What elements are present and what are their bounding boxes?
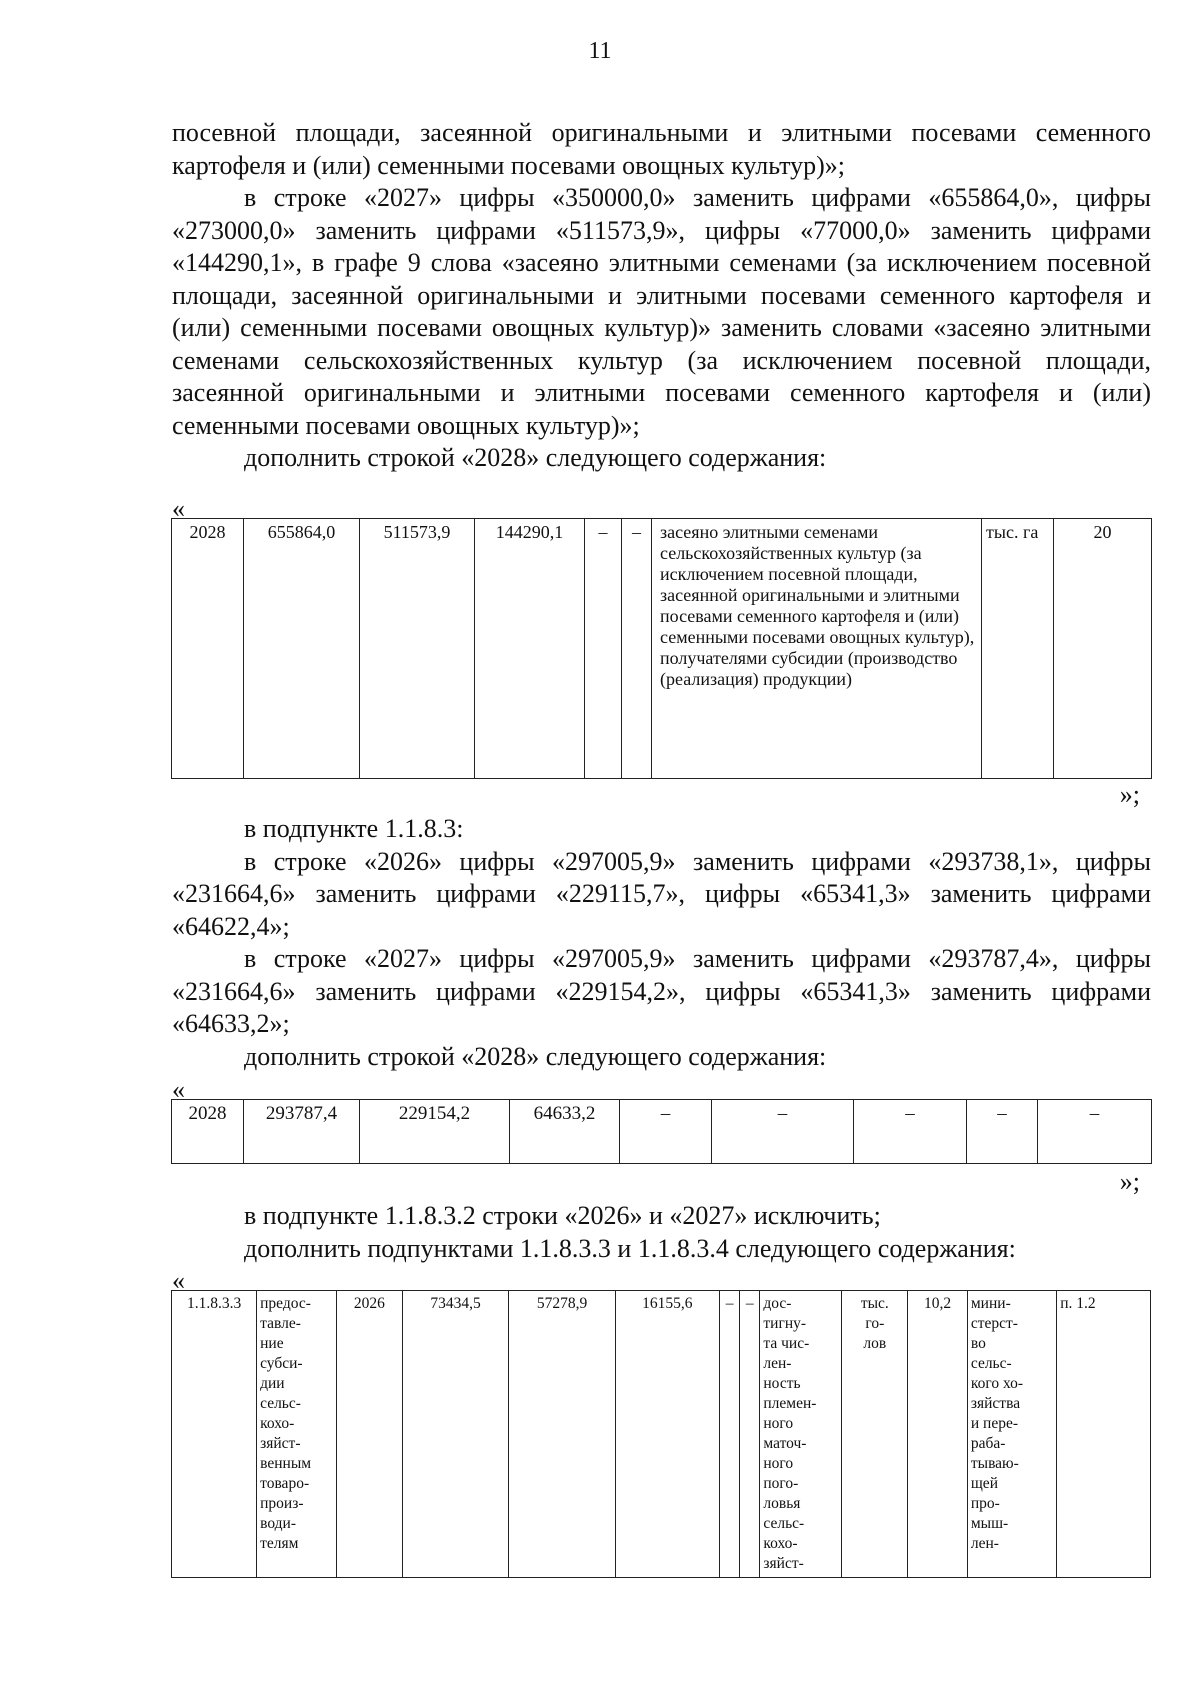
paragraph: дополнить строкой «2028» следующего содержания: [244, 1041, 827, 1071]
cell-indicator: дос- тигну- та чис- лен- ность племен- ного маточ- ного пого- ловья сельс- кохо- зяйст- [760, 1291, 842, 1578]
cell-year: 2026 [336, 1291, 402, 1578]
quote-close: »; [1119, 780, 1140, 809]
cell-total: 655864,0 [244, 519, 360, 779]
cell-total: 73434,5 [402, 1291, 508, 1578]
cell-dash: – [719, 1291, 739, 1578]
paragraph: дополнить подпунктами 1.1.8.3.3 и 1.1.8.3.4 следующего содержания: [244, 1233, 1016, 1263]
cell-regional: 16155,6 [615, 1291, 719, 1578]
table-row-2028-subsidy [171, 1099, 1152, 1164]
cell-dash: – [622, 519, 652, 779]
cell-year: 2028 [172, 1100, 244, 1164]
cell-unit: тыс. го- лов [842, 1291, 908, 1578]
cell-dash: – [585, 519, 622, 779]
paragraph: в строке «2026» цифры «297005,9» заменить цифрами «293738,1», цифры «231664,6» заменить цифрами «229115,7», цифры «65341,3» заменить цифрами «64622,4»; [172, 846, 1151, 941]
cell-federal: 57278,9 [509, 1291, 615, 1578]
paragraph: в строке «2027» цифры «297005,9» заменить цифрами «293787,4», цифры «231664,6» заменить цифрами «229154,2», цифры «65341,3» заменить цифрами «64633,2»; [172, 944, 1151, 1038]
table-subitem-1-1-8-3-3 [171, 1290, 1151, 1578]
cell-dash: – [712, 1100, 854, 1164]
cell-year: 2028 [172, 519, 244, 779]
cell-regional: 144290,1 [475, 519, 585, 779]
cell-value: 10,2 [908, 1291, 968, 1578]
cell-regional: 64633,2 [510, 1100, 620, 1164]
cell-federal: 229154,2 [360, 1100, 510, 1164]
paragraph: в подпункте 1.1.8.3: [244, 814, 464, 843]
quote-open: « [172, 1075, 185, 1104]
quote-open: « [172, 1266, 185, 1295]
paragraph: в подпункте 1.1.8.3.2 строки «2026» и «2027» исключить; [244, 1201, 881, 1230]
text-block-bottom [172, 1200, 1151, 1265]
cell-measure: предос- тавле- ние субси- дии сельс- кохо- зяйст- венным товаро- произ- води- телям [257, 1291, 337, 1578]
quote-close: »; [1119, 1167, 1140, 1196]
cell-dash: – [620, 1100, 712, 1164]
text-block-middle [172, 813, 1151, 1073]
paragraph: в строке «2027» цифры «350000,0» заменить цифрами «655864,0», цифры «273000,0» заменить цифрами «511573,9», цифры «77000,0» заменить цифрами «144290,1», в графе 9 слова «засеяно элитными семенами (за исключением посевной площади, засеянной оригинальными и элитными посевами семенного картофеля и (или) семенными посевами овощных культур)» заменить словами «засеяно элитными семенами сельскохозяйственных культур (за исключением посевной площади, засеянной оригинальными и элитными посевами семенного картофеля и (или) семенными посевами овощных культур)»; [172, 183, 1151, 440]
paragraph: посевной площади, засеянной оригинальными и элитными посевами семенного картофеля и (или) семенными посевами овощных культур)»; [172, 118, 1151, 180]
cell-code: 1.1.8.3.3 [172, 1291, 257, 1578]
quote-open: « [172, 494, 185, 523]
page-number: 11 [588, 38, 612, 64]
cell-dash: – [1038, 1100, 1152, 1164]
cell-dash: – [854, 1100, 967, 1164]
cell-executor: мини- стерст- во сельс- кого хо- зяйства и пере- раба- тываю- щей про- мыш- лен- [967, 1291, 1056, 1578]
cell-indicator: засеяно элитными семенами сельскохозяйственных культур (за исключением посевной площади, засеянной оригинальными и элитными посевами семенного картофеля и (или) семенными посевами овощных культур), получателями субсидии (производство (реализация) продукции) [652, 519, 982, 779]
table-row-2028-seeds [171, 518, 1152, 779]
paragraph: дополнить строкой «2028» следующего содержания: [244, 443, 827, 472]
cell-value: 20 [1054, 519, 1152, 779]
cell-federal: 511573,9 [360, 519, 475, 779]
text-block-top [172, 117, 1151, 475]
cell-dash: – [967, 1100, 1038, 1164]
cell-unit: тыс. га [982, 519, 1054, 779]
cell-total: 293787,4 [244, 1100, 360, 1164]
cell-dash: – [740, 1291, 760, 1578]
cell-reference: п. 1.2 [1057, 1291, 1151, 1578]
